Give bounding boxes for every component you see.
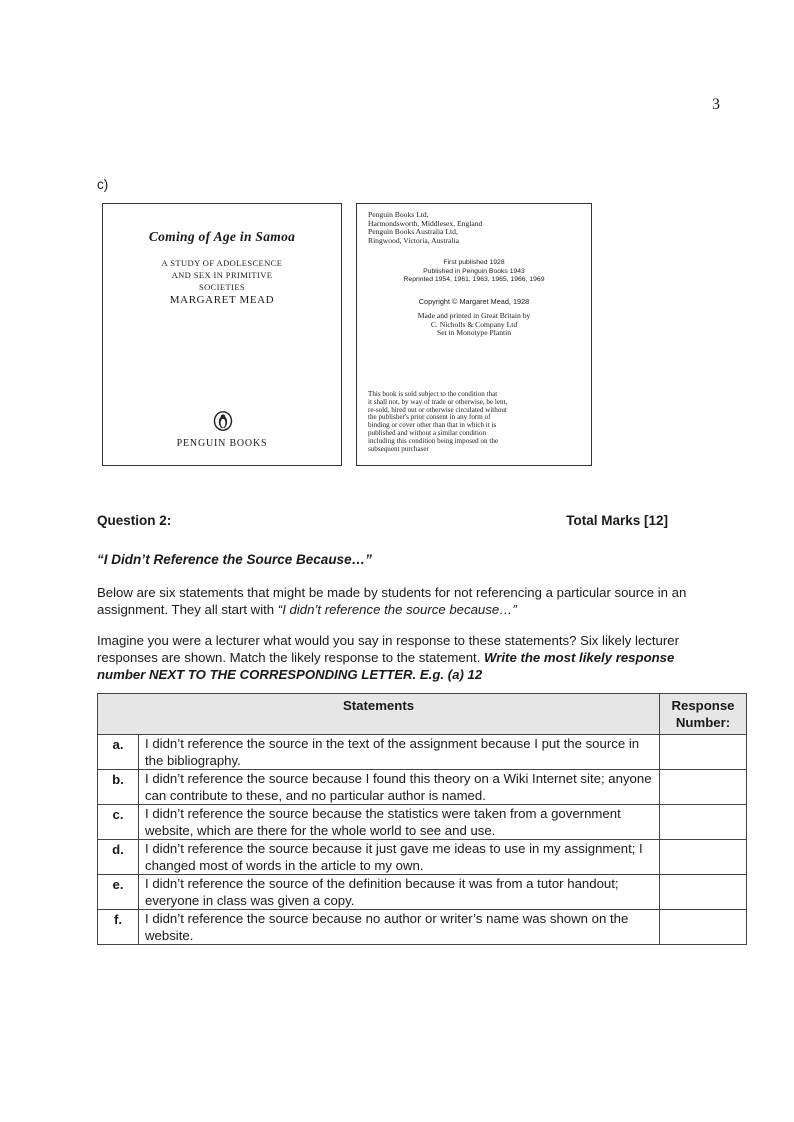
imprint-address-line: Penguin Books Australia Ltd, [368, 227, 458, 237]
page-number: 3 [712, 96, 720, 113]
response-number-cell[interactable] [660, 735, 747, 770]
response-number-header: Response Number: [660, 694, 747, 735]
question-intro-text: Below are six statements that might be made by students for not referencing a particular source in an assignment. They all start with [97, 585, 687, 617]
table-row [98, 840, 747, 875]
book-subtitle-line: A STUDY OF ADOLESCENCE [161, 258, 283, 268]
statement-letter: f. [98, 910, 139, 945]
imprint-conditions [368, 391, 571, 453]
imprint-conditions-line: it shall not, by way of trade or otherwise, be lent, [368, 397, 508, 406]
table-row [98, 805, 747, 840]
statements-table [97, 693, 747, 945]
imprint-printer-line: Set in Monotype Plantin [436, 328, 512, 338]
table-row [98, 875, 747, 910]
book-title: Coming of Age in Samoa [148, 229, 296, 244]
question-subtitle: “I Didn’t Reference the Source Because…” [97, 552, 372, 567]
statement-text: I didn’t reference the source because no author or writer’s name was shown on the website. [139, 910, 660, 945]
statement-letter: b. [98, 770, 139, 805]
question-instructions-emphasis: Write the most likely response number NEXT TO THE CORRESPONDING LETTER. E.g. (a) 12 [97, 650, 675, 682]
table-header-row [98, 694, 747, 735]
book-author: MARGARET MEAD [169, 294, 275, 306]
imprint-conditions-line: binding or cover other than that in which it is [368, 421, 497, 430]
book-subtitle-line: SOCIETIES [198, 282, 246, 292]
statement-text: I didn’t reference the source because the statistics were taken from a government website, which are there for the whole world to see and use. [139, 805, 660, 840]
response-number-cell[interactable] [660, 840, 747, 875]
statement-letter: c. [98, 805, 139, 840]
statement-letter: d. [98, 840, 139, 875]
imprint-address-line: Penguin Books Ltd, [368, 210, 429, 219]
imprint-edition-line: First published 1928 [443, 259, 505, 266]
imprint-conditions-line: including this condition being imposed on the [368, 436, 499, 445]
book-cover-page [102, 203, 342, 466]
statement-letter: e. [98, 875, 139, 910]
table-row [98, 735, 747, 770]
statement-text: I didn’t reference the source of the definition because it was from a tutor handout; everyone in class was given a copy. [139, 875, 660, 910]
book-imprint-page [356, 203, 592, 466]
imprint-printer [357, 312, 591, 338]
response-number-cell[interactable] [660, 805, 747, 840]
question-intro [97, 584, 707, 618]
imprint-edition [357, 259, 591, 285]
imprint-copyright: Copyright © Margaret Mead, 1928 [418, 297, 530, 306]
imprint-printer-line: Made and printed in Great Britain by [417, 311, 531, 320]
imprint-conditions-line: subsequent purchaser [368, 444, 429, 453]
imprint-address-line: Harmondsworth, Middlesex, England [368, 218, 483, 228]
statement-letter: a. [98, 735, 139, 770]
table-row [98, 910, 747, 945]
question-heading: Question 2: [97, 513, 172, 528]
question-total-marks: Total Marks [12] [566, 513, 668, 528]
statement-text: I didn’t reference the source because I found this theory on a Wiki Internet site; anyone can contribute to these, and no particular author is named. [139, 770, 660, 805]
imprint-address [368, 211, 482, 245]
book-subtitle [133, 257, 311, 293]
statement-text: I didn’t reference the source because it just gave me ideas to use in my assignment; I changed most of words in the article to my own. [139, 840, 660, 875]
part-label: c) [97, 177, 109, 192]
question-instructions [97, 632, 707, 683]
response-number-cell[interactable] [660, 875, 747, 910]
response-number-cell[interactable] [660, 770, 747, 805]
statements-header: Statements [98, 694, 660, 735]
imprint-address-line: Ringwood, Victoria, Australia [368, 235, 459, 245]
statement-text: I didn’t reference the source in the text of the assignment because I put the source in the bibliography. [139, 735, 660, 770]
imprint-conditions-line: published and without a similar condition [368, 428, 487, 437]
table-row [98, 770, 747, 805]
imprint-conditions-line: the publisher's prior consent in any form of [368, 413, 491, 422]
imprint-conditions-line: re-sold, hired out or otherwise circulated without [368, 405, 507, 414]
penguin-logo-icon [213, 411, 233, 431]
imprint-printer-line: C. Nicholls & Company Ltd [430, 319, 518, 329]
imprint-conditions-line: This book is sold subject to the condition that [368, 390, 498, 398]
question-instructions-text: Imagine you were a lecturer what would you say in response to these statements? Six likely lecturer responses are shown. Match the likely response to the statement. [97, 633, 680, 665]
response-number-cell[interactable] [660, 910, 747, 945]
book-publisher: PENGUIN BOOKS [176, 438, 268, 449]
book-subtitle-line: AND SEX IN PRIMITIVE [171, 270, 273, 280]
imprint-edition-line: Published in Penguin Books 1943 [423, 267, 525, 275]
imprint-edition-line: Reprinted 1954, 1961, 1963, 1965, 1966, 1969 [403, 276, 545, 284]
question-intro-quote: “I didn’t reference the source because…” [277, 602, 517, 617]
